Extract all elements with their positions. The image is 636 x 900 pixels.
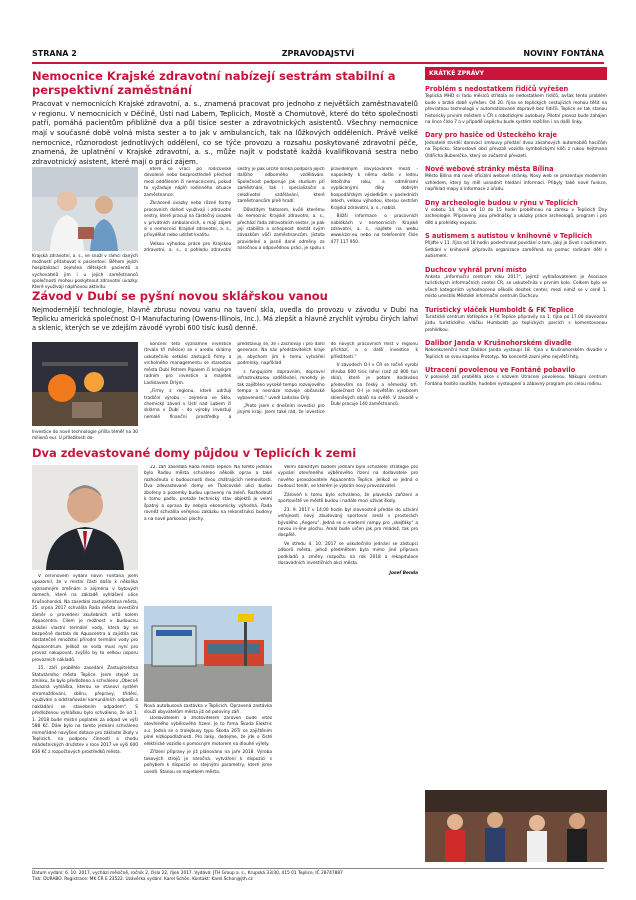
article3-body-col3 (278, 465, 418, 862)
news-item-title: Utracení povolenou ve Fontáně pobavilo (425, 366, 576, 375)
news-item-title: S autismem s autistou v knihovně v Teplicích (425, 232, 593, 241)
news-item-text: Teplická MHD si řadu měsíců střídala se nedostatkem řidičů, avšak tento problém bude v brzké době vyřešen. Od 20. října se teplických cestujících mohou těšit na převratnou technologii v automatizované dopravě bez řidičů. Teplice se tak stanou historicky prvním městem v ČR s robotickými autobusy. Pilotní provoz bude zahájen na lince číslo 7 a v případě úspěchu bude systém rozšířen i na další linky. (425, 94, 607, 125)
news-item-title: Duchcov vyhrál první místo (425, 265, 527, 274)
article3-paragraph: Velmi důležitým bodem jednání bylo schválení strategie pro vypsání otevřeného výběrového řízení na dodavatele pro nového provozovatele Aquacentra Teplice. Jelikož se jedná o budoucí tendr, ve kterém je vybrán nový provozovatel. (278, 465, 418, 490)
article1-paragraph: Velkou výhodou práce pro Krajskou zdravotní, a. s., z pohledu zdravotní sestry je pak určitě široká podpora jejich dalšího odborného vzdělávání. Společnost podporuje jak studium při zaměstnání, tak i specializační a celoživotní vzdělávání, které zaměstnancům plně hradí. (144, 167, 325, 254)
imprint-line: Datum vydání: 6. 10. 2017, vychází měsíčně, ročník 2, číslo 22, říjen 2017. Vydává: JTH Group a. s., Krupská 33/30, 415 01 Teplice, IČ 28747887 (32, 871, 343, 876)
page-header (32, 48, 604, 64)
article2-paragraph: „Firmy z regionu, které udržují tradiční výrobu - zejména ve Sklo, chemický závod v Ústí nad Labem či sklárna v Dubí - do výroby investují nemalé finanční prostředky a představují se, že i zachovají i pro další generace. Na nás představitelích kraje je, abychom jim k tomu vytvářeli podmínky, například (144, 342, 325, 420)
imprint-line: Tisk: DURABO. Registrace: MK ČR E 23522. Uzávěrka vydání: Karel Schön. Kontakt: Karel.Schon@jth.cz (32, 877, 253, 883)
article3-body-col1 (32, 574, 138, 862)
news-item-title: Dalibor Janda v Krušnohorském divadle (425, 339, 572, 348)
article2-photo (32, 342, 138, 426)
article2-caption: Investice do nové technologie přišla téměř na 30 milionů eur. U příležitosti do- (32, 430, 138, 442)
news-item (425, 199, 607, 228)
article3-paragraph: Zároveň k tomu bylo schváleno, že plavecká zařízení a sportoviště ve městě budou i nadále moci užívat školy. (278, 492, 418, 505)
article3-body-col2 (144, 465, 272, 602)
news-item (425, 266, 607, 301)
article1-title: Nemocnice Krajské zdravotní nabízejí sestrám stabilní a perspektivní zaměstnání (32, 69, 396, 97)
news-item-title: Dary pro hasiče od Ústeckého kraje (425, 131, 557, 140)
masthead-name: NOVINY FONTÁNA (523, 49, 604, 58)
news-item (425, 339, 607, 361)
article1-body (144, 167, 418, 285)
article3-title: Dva zdevastované domy půjdou v Teplicích k zemi (32, 446, 357, 460)
news-item-text: V polovině září proběhla akce s názvem Utracení povolenou. Nákupní centrum Fontána hostilo soutěže, hudební vystoupení a zábavný program pro celou rodinu. (425, 375, 607, 387)
news-item-title: Dny archeologie budou v rýnu v Teplicích (425, 198, 578, 207)
news-item-text: Nekonkurenční host Dalibor Janda vystoupí 18. října v Krušnohorském divadle v Teplicích se svou kapelou Prototyp. Na koncertě zazní jeho největší hity. (425, 348, 607, 360)
article3-body-col2b (144, 716, 272, 862)
article3-paragraph: 23. 9. 2017 v 14.00 hodin byl slavnostně předán do užívání veřejnosti nový zbudovaný sportovní areál v prostorách bývalého „Angeru“. Jedná se o moderní rampy pro „skejťáky“ a novou in-line plochu. Areál bude určen jak pro mládež, tak pro dospělé. (278, 507, 418, 539)
news-item (425, 131, 607, 160)
page-number: STRANA 2 (32, 49, 77, 58)
article2-title: Závod v Dubí se pyšní novou sklářskou vanou (32, 289, 328, 303)
article3-paragraph: Ve středu 4. 10. 2017 se uskutečnilo jednání se zástupci odborů města, jehož předmětem byla mimo jiné příprava podkladů a změny rozpočtu na rok 2018 a rekapitulace dosavadních investičních akcí města. (278, 541, 418, 567)
news-item-title: Problém s nedostatkem řidičů vyřešen (425, 85, 569, 93)
article3-paragraph: 22. září zasedala Rada města Teplice. Na tomto jednání bylo Radou města schváleno několik oprav a také rozhodnuto o budoucnosti dvou chátrajících nemovitostí. Dva zdevastované domy ve Tkalcovské ulici budou zbořeny a pozemky budou upraveny na zeleň. Rozhodnutí k tomu padlo, protože technický stav objektů je velmi špatný a oprava by nebyla ekonomicky výhodná. Rada rovněž schválila veřejnou zakázku na rekonstrukci budovy a na nové parkovací plochy. (144, 465, 272, 522)
section-name: ZPRAVODAJSTVÍ (281, 49, 355, 58)
news-item-title: Nové webové stránky města Bílina (425, 164, 554, 173)
news-item-text: V sobotu 14. října od 10 do 15 hodin proběhnou na zámku v Teplicích Dny archeologie. Připraveny jsou přednášky a ukázky práce archeologů, program i pro děti a prohlídky expozic. (425, 207, 607, 226)
article2-paragraph: s fungujícím dopravním, dopravní infrastrukturou vzdělávání, mnohdy je tak zajištěno vysoké tempo rozvojového tempa a nesnáze rozvoje občanské vybavenosti,“ uvedl Ladislav Drlý. (237, 369, 325, 401)
article2-lead: Nejmodernější technologie, hlavně zbrusu novou vanu na tavení skla, uvedla do provozu v závodu v Dubí na Teplicku americká společnost O-I Manufacturing (Owens-Illinois, Inc.). Má zlepšit a hlavně zrychlit výrobu čirých lahví a sklenic, kterých se ve zdejším závodě vyrobí 600 tisíc kusů denně. (32, 306, 418, 332)
news-item-title: Turistický vláček Humboldt & FK Teplice (425, 305, 574, 314)
news-item (425, 366, 607, 388)
article3-signature: Josef Benda (389, 570, 418, 576)
article1-lead: Pracovat v nemocnicích Krajské zdravotní, a. s., znamená pracovat pro jednoho z největších zaměstnavatelů v regionu. V nemocnicích v Děčíně, Ústí nad Labem, Teplicích, Mostě a Chomutově, které do této společnosti patří, pomáhá pacientům přibližně dva a půl tisíce sester a zdravotnických asistentů. Všechny nemocnice mají v současné době volná místa sester a to jak v ambulancích, tak na lůžkových odděleních. Právě velké nemocnice, různorodost jednotlivých oddělení, co se týče provozu a rozsahu poskytované zdravotní péče, znamená, že uplatnění v Krajské zdravotní, a. s., může najít v podstatě každá kvalifikovaná sestra nebo zdravotnický asistent, které mají o práci zájem. (32, 100, 418, 166)
news-item-text: Turistické centrum Votřeplice a FK Teplice připravily na 1. října po 17.00 slavnostní jízdu turistického vláčku Humboldt po teplických parcích s komentovanou prohlídkou. (425, 314, 607, 333)
article1-caption: Krajská zdravotní, a. s., se snaží v rámci daných možností přitahovat k pacientovi. Během jejích hospitalizací zejména dětských pacientů a vychovatelů jim i u jejich zaměstnanců společnosti mohou poskytnout zdravotní úvazky. Které využívají náplňovou aktivitu. (32, 254, 138, 291)
news-item (425, 306, 607, 335)
article2-paragraph: V závodech O-I v ČR se ročně vyrobí zhruba 600 tisíc lahví (což až 800 tun skla), které je potom dodáváno především na český a německý trh. Společnost O-I je největším výrobcem skleněných obalů na světě. V závodě v Dubí pracuje 140 zaměstnanců. (330, 363, 418, 407)
article1-paragraph: Důležitým faktorem, kvůli kterému do nemocnic Krajské zdravotní, a. s., přechází řada zdravotních sester, je pak její stabilita a schopnost dostát svým závazkům vůči zaměstnancům. Jistota pravidelné a jasně dané odměny za náročnou a odpovědnou práci, je spolu s pravidelným navyšováním mezd - naposledy k němu došlo v lednu letošního roku, a odměnami vyplácenými díky dobrým hospodářským výsledkům v posledních letech, velkou výhodou, kterou sestrám Krajská zdravotní, a. s., nabízí. (237, 167, 418, 252)
article2-paragraph: končení této významné investice (trvala tři měsíce) se v areálu sklárny uskutečnilo setkání zástupců firmy a vrcholného managementu se starostou města Dubí Petrem Pipalem či krajským radním pro investice a majetek Ladislavem Drlým. (144, 342, 232, 386)
news-item (425, 232, 607, 261)
article1-paragraph: které se vrací po rodičovské dovolené nebo bezprostředně přechod mezi oddělením či nemocnicemi, pokud to vyžaduje náplň rodinného situace zaměstnance. (144, 167, 232, 198)
article3-paragraph: Dodavatelem a zhotovitelem zároveň bude vítěz otevřeného výběrového řízení. Je to firma Škoda Elektric a.s. Jedná se o trolejbusy typu Škoda 26Tr se zajištěním plné nízkopodlažnosti. Pro laiky, dodejme, že jde o čisté elektrické vozidlo s pomocným motorem na dlouhé výlety. (144, 716, 272, 747)
article3-paragraph: V červnovém vydání novin Fontána jsem upozornil, že v místní části došlo k několika významným změnám a zejména v bytových domech, které na základě vyhlášení ulice Krušnohorská. Na zasedání zastupitelstva města, 25. srpna 2017 schválila Rada města investiční záměr o provedení zkušebních vrtů kolem Aquacentra. Cílem je možnost v budoucnu získání vlastní termální vody, která by se bezpečně dostala do Aquacentra a zajistila tak dostatečné množství přírodní termální vody pro Aquacentrum. Jelikož se voda musí nyní pro provoz nakupovat, zvýšilo by to velkou úsporu provozních nákladů. (32, 574, 138, 663)
imprint (32, 868, 604, 884)
article1-paragraph: Zkrácené úvazky nebo různé formy pracovních dohod využívají i zdravotní sestry, které pracují na částečný úvazek v privátních ambulancích, o mají zájem si v nemocnici Krajské zdravotní, a. s., přivydělat nebo udržet kvalitu. (144, 201, 232, 239)
bus-stop-caption: Nová autobusová zastávka v Teplicích. Opravená zastávka slouží obyvatelům města již od poloviny září. (144, 704, 272, 716)
news-item-text: Jednatelé stvrdili darovací smlouvy předání dvou zásahových automobilů hasičům na Teplicku. Starostové obcí převzali vozidla symbolickými klíči z rukou hejtmana Oldřicha Bubeníčka, který se zúčastnil převzetí. (425, 140, 607, 159)
article2-body (144, 342, 418, 444)
article3-paragraph: 15. září proběhlo zasedání Zastupitelstva Statutárního města Teplice. Jsem stejně za zmínku, že bylo předloženo a schváleno „Obecně závazná vyhláška, kterou se stanoví systém shromažďování, sběru, přepravy, třídění, využívání a odstraňování komunálních odpadů a nakládání se stavebním odpadem“. S předloženou vyhláškou bylo schváleno, že od 1. 1. 2018 bude místní poplatek za odpad ve výši 588 Kč. Dále bylo na tomto jednání schváleno mimořádné navýšení dotace pro základní školy v Teplicích, na podporu činnosti a chodu mládežnických družstev v roce 2017 ve výši 600 836 Kč z rozpočtových prostředků města. (32, 666, 138, 755)
bus-stop-photo (144, 606, 272, 702)
article2-paragraph: „Proto jsem s dnešním investicí pro jinými kraji. Jsem také rád, že investice do nových pracovních míst v regionu přichází, a o další investice k příležitosti.“ (237, 342, 418, 416)
article1-photo (32, 167, 138, 251)
event-photo (425, 790, 607, 862)
news-item (425, 165, 607, 194)
author-portrait (32, 465, 138, 570)
article3-paragraph: Zřízení přípravy je již plánováno na jaře 2018. Výroba tokových strojů je náročná, vytváření k dispozici s pohybem k dispozici se stejnými parametry, které jsme uvedli. Stanou se majetkem města. (144, 750, 272, 775)
article1-paragraph: Bližší informace o pracovních nabídkách v nemocnicích Krajské zdravotní, a. s., najdete na webu www.kzcr.eu nebo na telefonním čísle 477 117 950. (330, 214, 418, 245)
news-item-text: Přijďte v 11. října od 18 hodin poslechnout povídání o tom, jaký je život s autismem. Setkání v knihovně připravila organizace zaměřená na pomoc rodinám dětí s autismem. (425, 241, 607, 260)
news-item (425, 85, 607, 126)
sidebar-heading: KRÁTKÉ ZPRÁVY (425, 67, 607, 80)
news-item-text: Anketa „Informační centrum roku 2017“, jejímž vyhlašovatelem je Asociace turistických informačních center ČR, se uskutečnila v prvním kole. Celkem bylo ve všech kategoriích vyhodnoceno několik desítek center, mezi nimiž se v ceně 1. místo umístilo Městské informační centrum Duchcov. (425, 274, 607, 300)
news-item-text: Město Bílina má nové oficiální webové stránky. Nový web se prezentuje moderním vzhledem, který by měl usnadnit hledání informací. Přibyly také nové funkce, například mapy a informace z úřadu. (425, 174, 607, 193)
sidebar-short-news (425, 67, 607, 388)
